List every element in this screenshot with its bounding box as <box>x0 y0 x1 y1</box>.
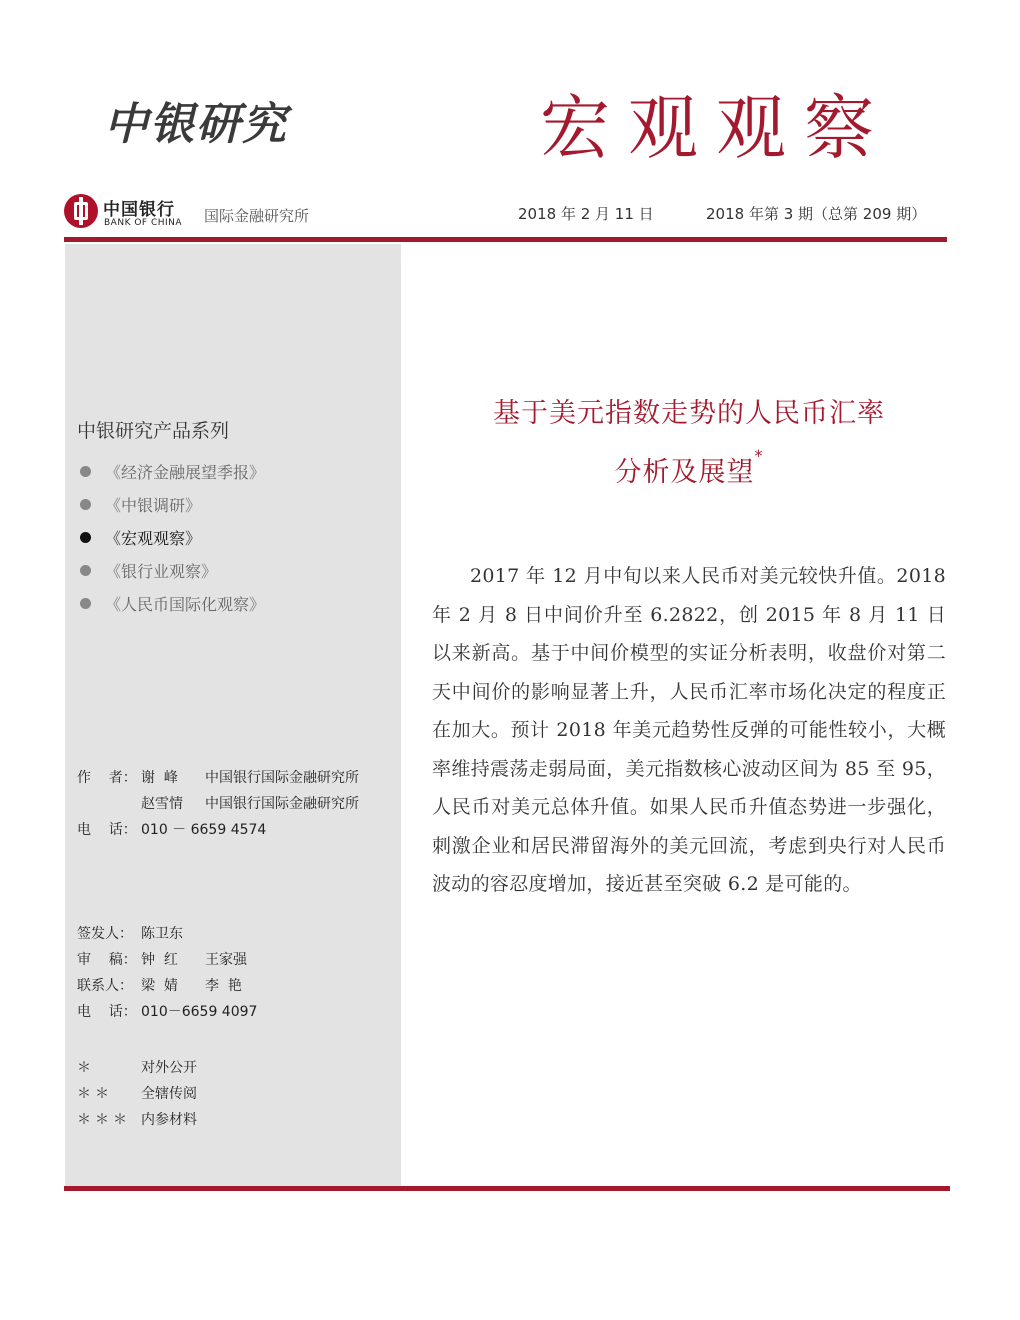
bank-of-china-icon <box>64 194 98 228</box>
reviewer-row: 审 稿： 钟 红 王家强 <box>77 952 247 968</box>
bank-name-cn: 中国银行 <box>103 200 175 220</box>
bullet-icon <box>80 466 91 477</box>
masthead-title: 宏观观察 <box>540 87 892 169</box>
series-item[interactable]: 《经济金融展望季报》 <box>77 455 265 488</box>
top-rule <box>64 237 947 242</box>
author-phone-row: 电 话： 010 － 6659 4574 <box>77 822 267 838</box>
bottom-rule <box>64 1186 950 1191</box>
contact-phone-row: 电 话： 010－6659 4097 <box>77 1004 258 1020</box>
bank-name-en: BANK OF CHINA <box>104 218 183 228</box>
issue-date: 2018 年 2 月 11 日 <box>518 205 654 223</box>
author-row: 作 者： 谢 峰 中国银行国际金融研究所 <box>77 770 359 786</box>
bullet-icon <box>80 499 91 510</box>
author-row: 赵雪情 中国银行国际金融研究所 <box>141 796 359 812</box>
series-title: 中银研究产品系列 <box>77 420 230 442</box>
article-abstract: 2017 年 12 月中旬以来人民币对美元较快升值。2018 年 2 月 8 日中间价升至 6.2822，创 2015 年 8 月 11 日以来新高。基于中间价模型的实证分析表明，收盘价对第二天中间价的影响显著上升，人民币汇率市场化决定的程度正在加大。预计 2018 年美元趋势性反弹的可能性较小，大概率维持震荡走弱局面，美元指数核心波动区间为 85 至 95，人民币对美元总体升值。如果人民币升值态势进一步强化，刺激企业和居民滞留海外的美元回流，考虑到央行对人民币波动的容忍度增加，接近甚至突破 6.2 是可能的。 <box>432 565 946 895</box>
series-item[interactable]: 《中银调研》 <box>77 488 265 521</box>
issue-number: 2018 年第 3 期（总第 209 期） <box>706 205 927 223</box>
footnote-mark: * <box>754 446 764 465</box>
series-item-active[interactable]: 《宏观观察》 <box>77 521 265 554</box>
logo-calligraphy: 中银研究 <box>104 99 288 150</box>
signoff-block <box>77 920 257 1024</box>
series-item[interactable]: 《人民币国际化观察》 <box>77 587 265 620</box>
bullet-icon <box>80 565 91 576</box>
contact-row: 联系人： 梁 婧 李 艳 <box>77 978 242 994</box>
article-title-line2: 分析及展望* <box>614 446 764 488</box>
series-item[interactable]: 《银行业观察》 <box>77 554 265 587</box>
series-list <box>77 455 265 620</box>
bullet-icon <box>80 532 91 543</box>
sidebar <box>65 244 401 1186</box>
bullet-icon <box>80 598 91 609</box>
author-block <box>77 764 359 842</box>
signer-row: 签发人： 陈卫东 <box>77 926 183 942</box>
level-row: ＊＊ 全辖传阅 <box>77 1086 197 1102</box>
level-row: ＊ 对外公开 <box>77 1060 197 1076</box>
level-row: ＊＊＊ 内参材料 <box>77 1112 197 1128</box>
institute-name: 国际金融研究所 <box>204 207 310 225</box>
article-title-line1: 基于美元指数走势的人民币汇率 <box>493 398 885 429</box>
distribution-levels <box>77 1054 197 1132</box>
